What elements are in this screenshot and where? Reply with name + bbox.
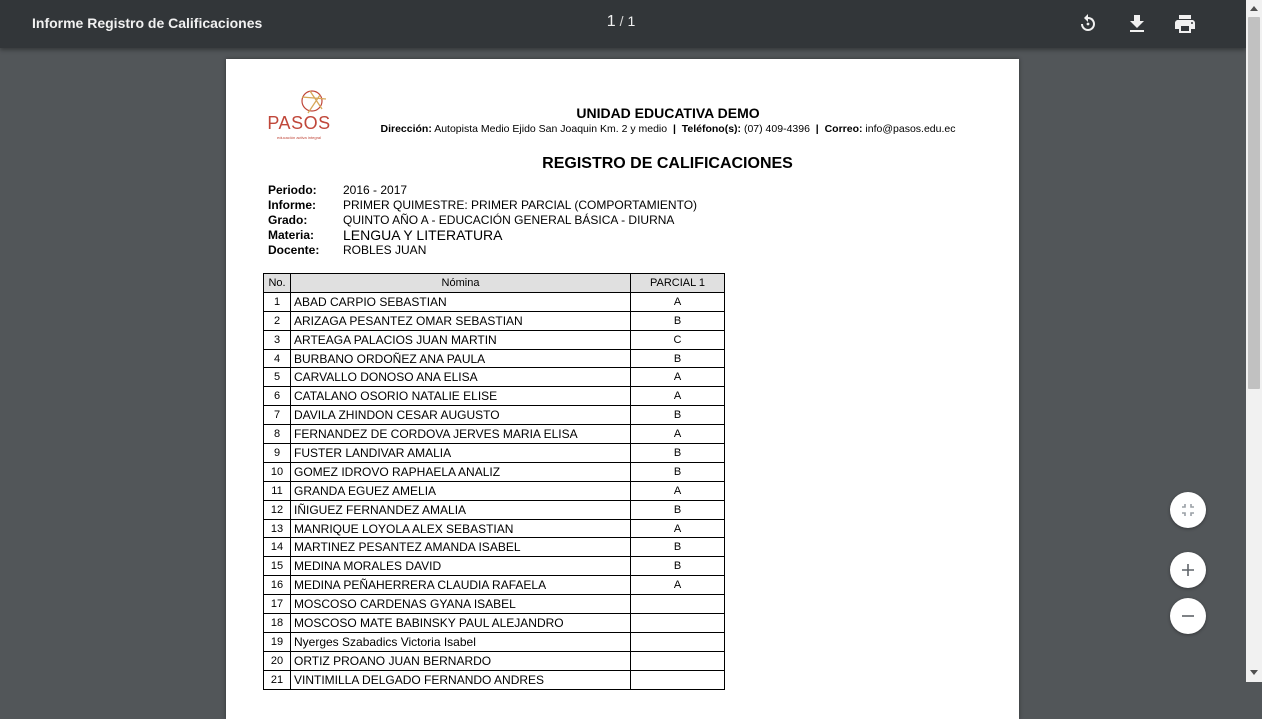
student-name: ABAD CARPIO SEBASTIAN	[291, 292, 631, 311]
header-nomina: Nómina	[291, 274, 631, 293]
download-icon	[1125, 12, 1149, 36]
print-icon	[1173, 12, 1197, 36]
row-number: 5	[264, 368, 291, 387]
meta-label: Docente:	[268, 243, 320, 257]
grade-cell: A	[631, 387, 725, 406]
student-name: IÑIGUEZ FERNANDEZ AMALIA	[291, 500, 631, 519]
meta-value: LENGUA Y LITERATURA	[343, 227, 503, 243]
row-number: 19	[264, 632, 291, 651]
header-parcial-1: PARCIAL 1	[631, 274, 725, 293]
student-name: FERNANDEZ DE CORDOVA JERVES MARIA ELISA	[291, 425, 631, 444]
vertical-scrollbar[interactable]	[1246, 0, 1262, 682]
grade-cell: B	[631, 444, 725, 463]
table-row	[264, 330, 725, 349]
grade-cell	[631, 595, 725, 614]
school-logo	[266, 87, 336, 145]
row-number: 1	[264, 292, 291, 311]
table-row	[264, 292, 725, 311]
meta-label: Grado:	[268, 213, 308, 227]
student-name: MEDINA MORALES DAVID	[291, 557, 631, 576]
row-number: 21	[264, 670, 291, 689]
table-row	[264, 368, 725, 387]
grade-cell: B	[631, 538, 725, 557]
row-number: 15	[264, 557, 291, 576]
grade-cell	[631, 614, 725, 633]
student-name: MEDINA PEÑAHERRERA CLAUDIA RAFAELA	[291, 576, 631, 595]
student-name: MARTINEZ PESANTEZ AMANDA ISABEL	[291, 538, 631, 557]
row-number: 3	[264, 330, 291, 349]
table-row	[264, 311, 725, 330]
grade-cell: A	[631, 425, 725, 444]
table-row	[264, 349, 725, 368]
grade-cell: B	[631, 349, 725, 368]
logo-tagline: educación activa integral	[276, 135, 322, 140]
grade-cell: B	[631, 311, 725, 330]
grade-cell: A	[631, 576, 725, 595]
row-number: 2	[264, 311, 291, 330]
table-row	[264, 519, 725, 538]
table-row	[264, 538, 725, 557]
table-row	[264, 387, 725, 406]
meta-value: ROBLES JUAN	[343, 243, 427, 257]
grades-table	[263, 273, 725, 690]
student-name: GRANDA EGUEZ AMELIA	[291, 481, 631, 500]
grade-cell: A	[631, 292, 725, 311]
row-number: 8	[264, 425, 291, 444]
grade-cell: C	[631, 330, 725, 349]
row-number: 10	[264, 462, 291, 481]
row-number: 14	[264, 538, 291, 557]
email-label: Correo:	[824, 123, 863, 135]
phone-value: (07) 409-4396	[743, 123, 810, 135]
student-name: ARTEAGA PALACIOS JUAN MARTIN	[291, 330, 631, 349]
document-title: Informe Registro de Calificaciones	[32, 15, 263, 31]
grade-cell: B	[631, 500, 725, 519]
grade-cell: B	[631, 557, 725, 576]
row-number: 6	[264, 387, 291, 406]
contact-line	[376, 123, 960, 135]
student-name: GOMEZ IDROVO RAPHAELA ANALIZ	[291, 462, 631, 481]
grade-cell: B	[631, 462, 725, 481]
pdf-page	[226, 59, 1019, 719]
meta-label: Materia:	[268, 228, 315, 242]
table-row	[264, 462, 725, 481]
grade-cell	[631, 670, 725, 689]
meta-value: QUINTO AÑO A - EDUCACIÓN GENERAL BÁSICA - DIURNA	[343, 213, 675, 227]
table-row	[264, 500, 725, 519]
rotate-button[interactable]	[1076, 12, 1100, 36]
table-header-row	[264, 274, 725, 293]
table-row	[264, 614, 725, 633]
school-name: UNIDAD EDUCATIVA DEMO	[576, 105, 760, 121]
student-name: Nyerges Szabadics Victoria Isabel	[291, 632, 631, 651]
table-row	[264, 406, 725, 425]
fit-page-button[interactable]	[1170, 492, 1206, 528]
contact-separator: |	[815, 123, 819, 135]
student-name: DAVILA ZHINDON CESAR AUGUSTO	[291, 406, 631, 425]
table-row	[264, 444, 725, 463]
header-no: No.	[264, 274, 291, 293]
row-number: 12	[264, 500, 291, 519]
table-row	[264, 595, 725, 614]
student-name: MANRIQUE LOYOLA ALEX SEBASTIAN	[291, 519, 631, 538]
row-number: 17	[264, 595, 291, 614]
meta-label: Informe:	[268, 198, 316, 212]
scroll-up-arrow-icon[interactable]	[1250, 6, 1258, 11]
table-row	[264, 557, 725, 576]
phone-label: Teléfono(s):	[681, 123, 742, 135]
student-name: ARIZAGA PESANTEZ OMAR SEBASTIAN	[291, 311, 631, 330]
grade-cell: B	[631, 406, 725, 425]
row-number: 9	[264, 444, 291, 463]
meta-value: PRIMER QUIMESTRE: PRIMER PARCIAL (COMPORTAMIENTO)	[343, 198, 698, 212]
table-row	[264, 632, 725, 651]
download-button[interactable]	[1125, 12, 1149, 36]
student-name: CATALANO OSORIO NATALIE ELISE	[291, 387, 631, 406]
current-page[interactable]: 1	[606, 13, 616, 30]
page-separator: /	[619, 13, 624, 29]
row-number: 20	[264, 651, 291, 670]
address-label: Dirección:	[380, 123, 432, 135]
student-name: ORTIZ PROANO JUAN BERNARDO	[291, 651, 631, 670]
grade-cell	[631, 632, 725, 651]
page-indicator	[595, 13, 647, 31]
table-row	[264, 651, 725, 670]
table-row	[264, 425, 725, 444]
grade-cell	[631, 651, 725, 670]
address-value: Autopista Medio Ejido San Joaquin Km. 2 y medio	[434, 123, 668, 135]
table-row	[264, 670, 725, 689]
table-row	[264, 576, 725, 595]
student-name: VINTIMILLA DELGADO FERNANDO ANDRES	[291, 670, 631, 689]
row-number: 11	[264, 481, 291, 500]
contact-separator: |	[672, 123, 676, 135]
meta-label: Periodo:	[268, 183, 317, 197]
row-number: 13	[264, 519, 291, 538]
zoom-out-button[interactable]	[1170, 598, 1206, 634]
grade-cell: A	[631, 368, 725, 387]
row-number: 16	[264, 576, 291, 595]
viewer-toolbar	[0, 0, 1246, 48]
email-value: info@pasos.edu.ec	[865, 123, 956, 135]
row-number: 18	[264, 614, 291, 633]
student-name: FUSTER LANDIVAR AMALIA	[291, 444, 631, 463]
scrollbar-thumb[interactable]	[1248, 17, 1260, 389]
student-name: MOSCOSO CARDENAS GYANA ISABEL	[291, 595, 631, 614]
row-number: 4	[264, 349, 291, 368]
rotate-icon	[1076, 12, 1100, 36]
student-name: MOSCOSO MATE BABINSKY PAUL ALEJANDRO	[291, 614, 631, 633]
logo-text: PASOS	[267, 113, 331, 133]
student-name: CARVALLO DONOSO ANA ELISA	[291, 368, 631, 387]
total-pages: 1	[627, 13, 636, 29]
print-button[interactable]	[1173, 12, 1197, 36]
meta-value: 2016 - 2017	[343, 183, 408, 197]
row-number: 7	[264, 406, 291, 425]
table-row	[264, 481, 725, 500]
student-name: BURBANO ORDOÑEZ ANA PAULA	[291, 349, 631, 368]
grade-cell: A	[631, 519, 725, 538]
zoom-in-button[interactable]	[1170, 552, 1206, 588]
scroll-down-arrow-icon[interactable]	[1250, 670, 1258, 675]
report-title: REGISTRO DE CALIFICACIONES	[542, 155, 793, 172]
grade-cell: A	[631, 481, 725, 500]
